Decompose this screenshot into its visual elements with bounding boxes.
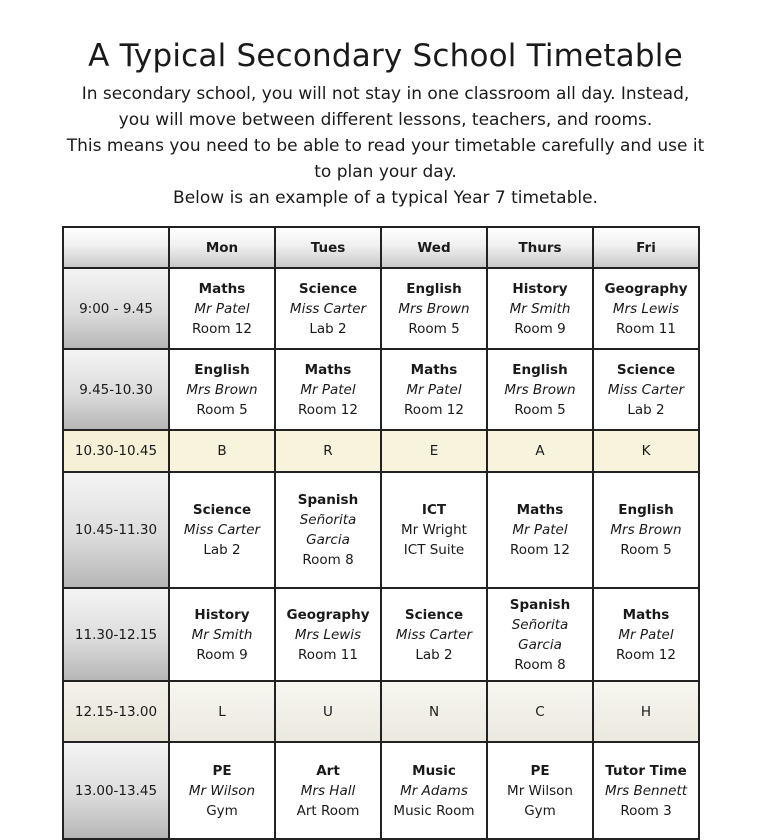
lesson-cell (381, 268, 487, 349)
lesson-teacher: Mr Smith (191, 626, 253, 643)
page-title: A Typical Secondary School Timetable (88, 38, 683, 74)
lesson-teacher: Mr Patel (406, 381, 462, 398)
lesson-subject: English (406, 280, 462, 297)
lesson-subject: Maths (516, 502, 564, 518)
lesson-subject: PE (530, 762, 550, 779)
lesson-subject: Science (192, 502, 252, 518)
lesson-room: Lab 2 (309, 320, 347, 337)
lesson-teacher: Mr Wilson (507, 782, 573, 799)
lesson-subject: Maths (198, 280, 246, 297)
lesson-cell (275, 742, 381, 839)
lesson-teacher: Miss Carter (289, 300, 367, 317)
lesson-room: Gym (524, 802, 556, 819)
lesson-cell (487, 472, 593, 588)
lesson-teacher: Mrs Brown (610, 522, 682, 538)
lesson-subject: Science (616, 361, 676, 378)
lesson-subject: Tutor Time (605, 762, 687, 779)
lesson-cell (169, 588, 275, 681)
timetable-row (63, 268, 699, 349)
lesson-teacher: Mrs Brown (398, 300, 470, 317)
lesson-cell (487, 588, 593, 681)
lesson-cell (381, 472, 487, 588)
header-corner-cell (63, 227, 169, 268)
lesson-teacher: Mr Patel (194, 300, 250, 317)
lesson-room: Room 12 (510, 542, 570, 558)
lesson-room: Lab 2 (203, 542, 241, 558)
lesson-cell (593, 349, 699, 430)
break-letter-cell: L (169, 681, 275, 742)
lesson-room: Gym (206, 802, 238, 819)
timetable-row (63, 472, 699, 588)
lesson-room: ICT Suite (403, 542, 465, 558)
break-letter-cell: C (487, 681, 593, 742)
lesson-cell (487, 742, 593, 839)
time-slot-cell: 9:00 - 9.45 (63, 268, 169, 349)
break-letter-cell: N (381, 681, 487, 742)
lesson-room: Room 5 (196, 401, 248, 418)
lesson-room: Room 12 (616, 646, 676, 663)
intro-text (64, 81, 707, 211)
lesson-teacher: Mr Patel (512, 522, 568, 538)
lesson-room: Room 5 (514, 401, 566, 418)
lesson-room: Room 12 (404, 401, 464, 418)
lesson-room: Room 5 (408, 320, 460, 337)
lesson-cell (169, 742, 275, 839)
lesson-teacher: Mr Patel (618, 626, 674, 643)
lesson-subject: Spanish (509, 596, 571, 613)
lesson-subject: Spanish (297, 492, 359, 508)
day-header: Tues (275, 227, 381, 268)
lesson-teacher: Señorita Garcia (299, 512, 357, 548)
time-slot-cell: 12.15-13.00 (63, 681, 169, 742)
break-letter-cell: U (275, 681, 381, 742)
lesson-subject: Geography (286, 606, 370, 623)
lesson-room: Room 11 (298, 646, 358, 663)
lesson-subject: ICT (421, 502, 447, 518)
lesson-teacher: Mr Patel (300, 381, 356, 398)
lesson-teacher: Mr Wilson (188, 782, 256, 799)
lesson-room: Room 9 (196, 646, 248, 663)
lesson-teacher: Mr Adams (400, 782, 468, 799)
break-letter-cell: H (593, 681, 699, 742)
time-slot-cell: 10.30-10.45 (63, 430, 169, 472)
lesson-teacher: Mrs Hall (300, 782, 356, 799)
intro-paragraph: This means you need to be able to read your timetable carefully and use it to plan your day. (66, 136, 705, 182)
lesson-room: Art Room (296, 802, 360, 819)
lesson-room: Room 12 (192, 320, 252, 337)
lesson-room: Room 12 (298, 401, 358, 418)
lesson-subject: Art (316, 762, 340, 779)
lesson-subject: English (194, 361, 250, 378)
lesson-teacher: Miss Carter (183, 522, 261, 538)
break-letter-cell: A (487, 430, 593, 472)
lesson-subject: Science (298, 280, 358, 297)
lesson-room: Lab 2 (415, 646, 453, 663)
lesson-room: Lab 2 (627, 401, 665, 418)
lesson-teacher: Miss Carter (395, 626, 473, 643)
lesson-teacher: Mrs Brown (186, 381, 258, 398)
lesson-cell (169, 268, 275, 349)
lesson-teacher: Mrs Brown (504, 381, 576, 398)
lesson-cell (169, 472, 275, 588)
intro-paragraph: Below is an example of a typical Year 7 timetable. (173, 188, 598, 208)
lesson-subject: PE (212, 762, 232, 779)
lesson-cell (169, 349, 275, 430)
lesson-subject: English (512, 361, 568, 378)
lesson-subject: Science (404, 606, 464, 623)
lesson-cell (593, 268, 699, 349)
day-header: Wed (381, 227, 487, 268)
lesson-cell (487, 268, 593, 349)
day-header: Fri (593, 227, 699, 268)
lesson-cell (381, 588, 487, 681)
lesson-cell (275, 349, 381, 430)
timetable-row (63, 588, 699, 681)
timetable-row (63, 742, 699, 839)
lesson-subject: English (618, 502, 674, 518)
lesson-subject: History (512, 280, 568, 297)
time-slot-cell: 10.45-11.30 (63, 472, 169, 588)
timetable-header-row (63, 227, 699, 268)
lesson-subject: Geography (604, 280, 688, 297)
lesson-cell (593, 472, 699, 588)
time-slot-cell: 11.30-12.15 (63, 588, 169, 681)
time-slot-cell: 9.45-10.30 (63, 349, 169, 430)
day-header: Thurs (487, 227, 593, 268)
break-letter-cell: R (275, 430, 381, 472)
lesson-subject: Maths (410, 361, 458, 378)
break-letter-cell: E (381, 430, 487, 472)
lesson-room: Room 11 (616, 320, 676, 337)
lesson-teacher: Señorita Garcia (511, 616, 569, 653)
lesson-teacher: Mrs Bennett (604, 782, 688, 799)
day-header: Mon (169, 227, 275, 268)
lesson-teacher: Mrs Lewis (612, 300, 680, 317)
lesson-room: Room 8 (302, 552, 354, 568)
lesson-cell (593, 588, 699, 681)
lesson-teacher: Mr Smith (509, 300, 571, 317)
lesson-subject: History (194, 606, 250, 623)
lesson-room: Room 3 (620, 802, 672, 819)
lesson-cell (381, 742, 487, 839)
timetable-row (63, 430, 699, 472)
lesson-cell (275, 472, 381, 588)
lesson-cell (275, 268, 381, 349)
timetable-row (63, 681, 699, 742)
lesson-cell (487, 349, 593, 430)
lesson-room: Room 5 (620, 542, 672, 558)
lesson-room: Music Room (393, 802, 475, 819)
time-slot-cell: 13.00-13.45 (63, 742, 169, 839)
lesson-subject: Maths (622, 606, 670, 623)
break-letter-cell: K (593, 430, 699, 472)
lesson-subject: Maths (304, 361, 352, 378)
intro-paragraph: In secondary school, you will not stay in one classroom all day. Instead, you will move between different lessons, teachers, and rooms. (81, 84, 690, 130)
lesson-room: Room 9 (514, 320, 566, 337)
timetable (62, 226, 700, 840)
lesson-teacher: Mrs Lewis (294, 626, 362, 643)
lesson-room: Room 8 (514, 656, 566, 673)
break-letter-cell: B (169, 430, 275, 472)
lesson-subject: Music (412, 762, 456, 779)
lesson-teacher: Miss Carter (607, 381, 685, 398)
lesson-teacher: Mr Wright (401, 522, 467, 538)
timetable-row (63, 349, 699, 430)
lesson-cell (593, 742, 699, 839)
lesson-cell (275, 588, 381, 681)
lesson-cell (381, 349, 487, 430)
